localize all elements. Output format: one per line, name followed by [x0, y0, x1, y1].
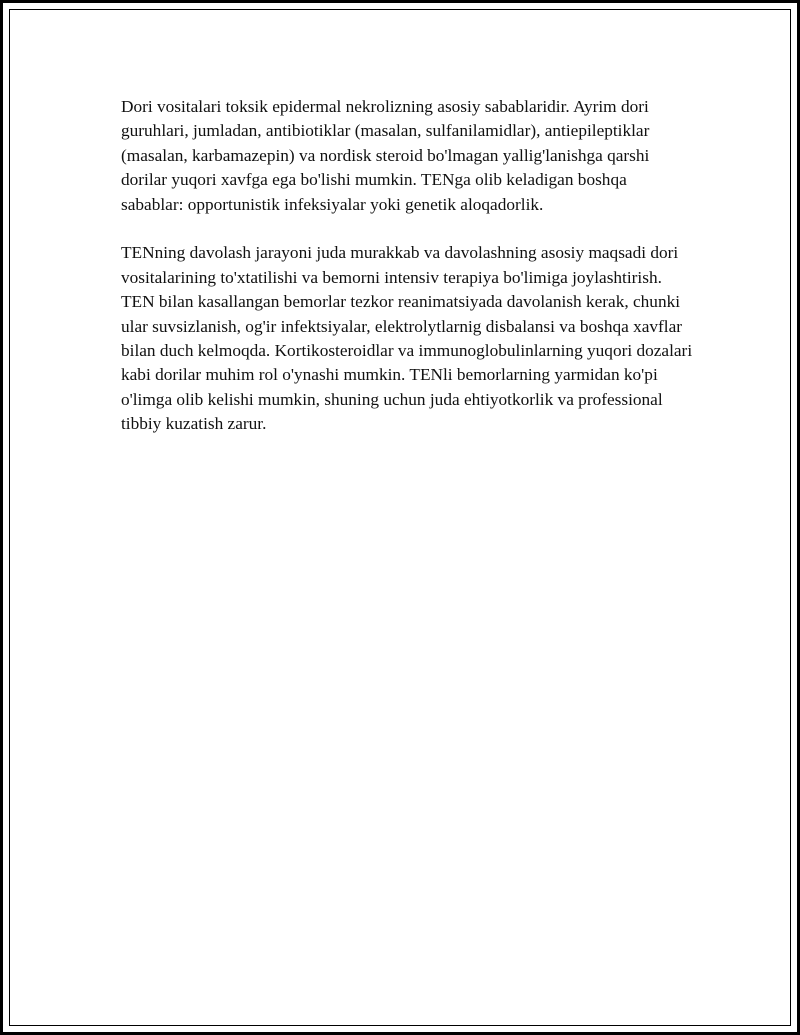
- paragraph-causes: Dori vositalari toksik epidermal nekrolizning asosiy sabablaridir. Ayrim dori guruhlari, jumladan, antibiotiklar (masalan, sulfanilamidlar), antiepileptiklar (masalan, karbamazepin) va nordisk steroid bo'lmagan yallig'lanishga qarshi dorilar yuqori xavfga ega bo'lishi mumkin. TENga olib keladigan boshqa sabablar: opportunistik infeksiyalar yoki genetik aloqadorlik.: [121, 97, 650, 214]
- paragraph-treatment: TENning davolash jarayoni juda murakkab va davolashning asosiy maqsadi dori vositalarining to'xtatilishi va bemorni intensiv terapiya bo'limiga joylashtirish. TEN bilan kasallangan bemorlar tezkor reanimatsiyada davolanish kerak, chunki ular suvsizlanish, og'ir infektsiyalar, elektrolytlarnig disbalansi va boshqa xavflar bilan duch kelmoqda. Kortikosteroidlar va immunoglobulinlarning yuqori dozalari kabi dorilar muhim rol o'ynashi mumkin. TENli bemorlarning yarmidan ko'pi o'limga olib kelishi mumkin, shuning uchun juda ehtiyotkorlik va professional tibbiy kuzatish zarur.: [121, 243, 693, 434]
- document-body: [121, 95, 693, 437]
